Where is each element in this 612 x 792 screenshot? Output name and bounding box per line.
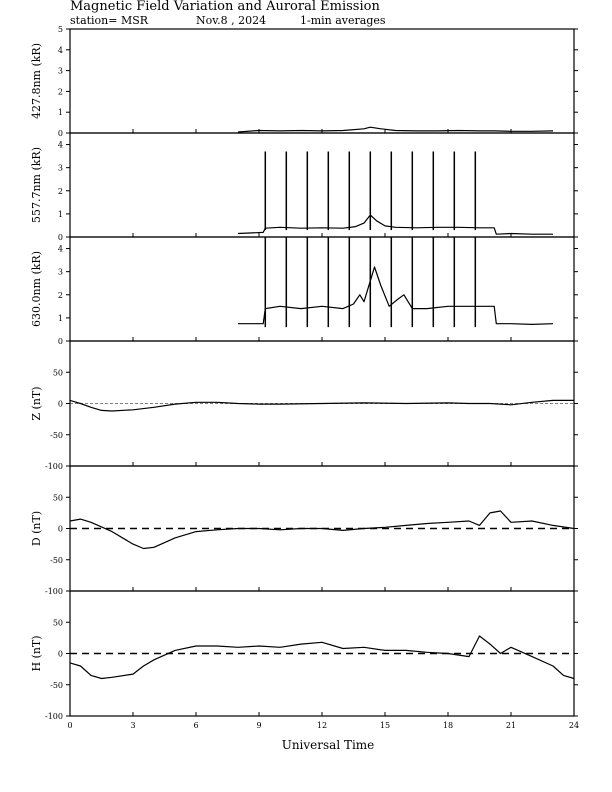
y-axis-label: D (nT): [30, 510, 43, 547]
y-tick-label: 3: [57, 163, 63, 173]
y-tick-label: 5: [57, 25, 63, 34]
y-tick-label: 2: [57, 87, 63, 97]
series-line: [70, 511, 574, 549]
y-tick-label: 2: [57, 290, 63, 300]
y-tick-label: 4: [57, 244, 63, 254]
y-tick-label: 3: [57, 267, 63, 277]
y-tick-label: 50: [52, 493, 63, 503]
y-tick-label: -100: [45, 712, 63, 721]
panel-630-0nm: [30, 237, 578, 346]
averaging-label: 1-min averages: [300, 14, 386, 27]
y-axis-label: 557.7nm (kR): [30, 146, 43, 224]
series-line: [238, 127, 553, 132]
panel-frame: [70, 237, 574, 341]
y-tick-label: 1: [57, 209, 63, 219]
x-tick-label: 18: [442, 721, 454, 730]
x-tick-label: 3: [130, 721, 136, 730]
station-label: station= MSR: [70, 14, 149, 27]
series-line: [70, 636, 574, 679]
y-tick-label: 50: [52, 368, 63, 378]
y-tick-label: 3: [57, 66, 63, 76]
y-tick-label: 4: [57, 45, 63, 55]
y-tick-label: 1: [57, 313, 63, 323]
y-tick-label: -50: [50, 555, 63, 565]
y-axis-label: 427.8nm (kR): [30, 42, 43, 120]
series-line: [70, 400, 574, 411]
y-axis-label: H (nT): [30, 635, 43, 672]
x-axis-label: Universal Time: [281, 738, 375, 752]
x-tick-label: 24: [568, 721, 580, 730]
y-tick-label: 0: [57, 399, 63, 409]
x-axis: [67, 129, 579, 730]
panel-d: [30, 466, 578, 596]
panel-h: [30, 591, 578, 721]
y-tick-label: 50: [52, 618, 63, 628]
panel-z: [30, 341, 578, 471]
y-axis-label: Z (nT): [30, 386, 43, 421]
y-tick-label: 2: [57, 186, 63, 196]
x-tick-label: 0: [67, 721, 73, 730]
y-tick-label: 0: [57, 233, 63, 242]
x-tick-label: 21: [505, 721, 517, 730]
x-tick-label: 15: [379, 721, 391, 730]
y-tick-label: 0: [57, 129, 63, 138]
panel-427-8nm: [30, 25, 578, 138]
series-line: [238, 215, 553, 234]
y-tick-label: 4: [57, 140, 63, 150]
panel-frame: [70, 133, 574, 237]
date-label: Nov.8 , 2024: [196, 14, 267, 27]
panel-frame: [70, 29, 574, 133]
panel-557-7nm: [30, 133, 578, 242]
y-tick-label: -50: [50, 430, 63, 440]
y-tick-label: -100: [45, 587, 63, 596]
y-tick-label: 0: [57, 524, 63, 534]
x-tick-label: 9: [256, 721, 262, 730]
y-tick-label: -50: [50, 680, 63, 690]
panels: [30, 25, 578, 721]
y-tick-label: -100: [45, 462, 63, 471]
x-tick-label: 6: [193, 721, 199, 730]
y-axis-label: 630.0nm (kR): [30, 250, 43, 328]
x-tick-label: 12: [316, 721, 328, 730]
series-line: [238, 267, 553, 324]
y-tick-label: 0: [57, 649, 63, 659]
y-tick-label: 0: [57, 337, 63, 346]
y-tick-label: 1: [57, 108, 63, 118]
chart-title: Magnetic Field Variation and Auroral Emission: [70, 0, 380, 14]
